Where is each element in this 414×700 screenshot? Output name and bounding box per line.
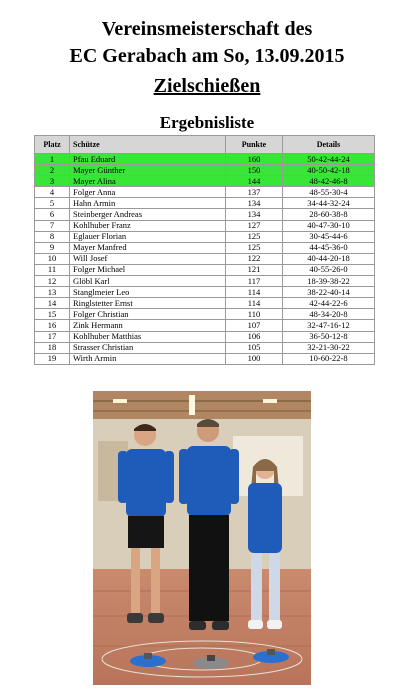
table-row (35, 309, 375, 320)
platz-cell: 2 (35, 165, 70, 176)
punkte-cell: 114 (226, 298, 283, 309)
platz-cell: 8 (35, 231, 70, 242)
details-cell: 36-50-12-8 (283, 331, 375, 342)
punkte-cell: 125 (226, 242, 283, 253)
table-row (35, 176, 375, 187)
results-body (35, 154, 375, 365)
team-photo (93, 391, 311, 685)
platz-cell: 9 (35, 242, 70, 253)
results-table (34, 135, 375, 365)
schuetze-cell: Ringlstetter Ernst (70, 298, 226, 309)
details-cell: 44-45-36-0 (283, 242, 375, 253)
punkte-cell: 107 (226, 320, 283, 331)
details-cell: 48-42-46-8 (283, 176, 375, 187)
column-header-schuetze: Schütze (70, 136, 226, 154)
details-cell: 50-42-44-24 (283, 154, 375, 165)
table-row (35, 276, 375, 287)
platz-cell: 3 (35, 176, 70, 187)
table-row (35, 154, 375, 165)
table-row (35, 253, 375, 264)
table-row (35, 342, 375, 353)
schuetze-cell: Mayer Manfred (70, 242, 226, 253)
punkte-cell: 122 (226, 253, 283, 264)
column-header-punkte: Punkte (226, 136, 283, 154)
table-row (35, 320, 375, 331)
schuetze-cell: Glöbl Karl (70, 276, 226, 287)
details-cell: 32-47-16-12 (283, 320, 375, 331)
table-row (35, 298, 375, 309)
punkte-cell: 134 (226, 209, 283, 220)
platz-cell: 17 (35, 331, 70, 342)
punkte-cell: 137 (226, 187, 283, 198)
platz-cell: 18 (35, 342, 70, 353)
punkte-cell: 110 (226, 309, 283, 320)
schuetze-cell: Folger Anna (70, 187, 226, 198)
details-cell: 28-60-38-8 (283, 209, 375, 220)
table-row (35, 264, 375, 275)
details-cell: 30-45-44-6 (283, 231, 375, 242)
punkte-cell: 144 (226, 176, 283, 187)
title-line-2: EC Gerabach am So, 13.09.2015 (69, 45, 345, 67)
title-line-1: Vereinsmeisterschaft des (101, 18, 313, 40)
table-header-row (35, 136, 375, 154)
schuetze-cell: Mayer Alina (70, 176, 226, 187)
schuetze-cell: Kohlhuber Franz (70, 220, 226, 231)
punkte-cell: 114 (226, 287, 283, 298)
punkte-cell: 121 (226, 264, 283, 275)
schuetze-cell: Kohlhuber Matthias (70, 331, 226, 342)
table-row (35, 353, 375, 364)
schuetze-cell: Strasser Christian (70, 342, 226, 353)
table-row (35, 331, 375, 342)
punkte-cell: 117 (226, 276, 283, 287)
title-line-3: Zielschießen (153, 75, 261, 97)
details-cell: 40-47-30-10 (283, 220, 375, 231)
platz-cell: 12 (35, 276, 70, 287)
details-cell: 34-44-32-24 (283, 198, 375, 209)
platz-cell: 1 (35, 154, 70, 165)
details-cell: 38-22-40-14 (283, 287, 375, 298)
details-cell: 42-44-22-6 (283, 298, 375, 309)
results-heading: Ergebnisliste (159, 113, 255, 132)
punkte-cell: 160 (226, 154, 283, 165)
details-cell: 32-21-30-22 (283, 342, 375, 353)
platz-cell: 19 (35, 353, 70, 364)
platz-cell: 6 (35, 209, 70, 220)
details-cell: 48-34-20-8 (283, 309, 375, 320)
table-row (35, 220, 375, 231)
schuetze-cell: Folger Michael (70, 264, 226, 275)
details-cell: 10-60-22-8 (283, 353, 375, 364)
schuetze-cell: Zink Hermann (70, 320, 226, 331)
table-row (35, 165, 375, 176)
platz-cell: 7 (35, 220, 70, 231)
punkte-cell: 105 (226, 342, 283, 353)
punkte-cell: 100 (226, 353, 283, 364)
schuetze-cell: Stanglmeier Leo (70, 287, 226, 298)
table-row (35, 198, 375, 209)
schuetze-cell: Will Josef (70, 253, 226, 264)
platz-cell: 4 (35, 187, 70, 198)
punkte-cell: 127 (226, 220, 283, 231)
platz-cell: 15 (35, 309, 70, 320)
details-cell: 40-55-26-0 (283, 264, 375, 275)
platz-cell: 16 (35, 320, 70, 331)
table-row (35, 242, 375, 253)
schuetze-cell: Wirth Armin (70, 353, 226, 364)
platz-cell: 13 (35, 287, 70, 298)
team-photo-image (93, 391, 311, 685)
punkte-cell: 134 (226, 198, 283, 209)
details-cell: 18-39-38-22 (283, 276, 375, 287)
schuetze-cell: Hahn Armin (70, 198, 226, 209)
table-row (35, 287, 375, 298)
schuetze-cell: Eglauer Florian (70, 231, 226, 242)
column-header-details: Details (283, 136, 375, 154)
table-row (35, 231, 375, 242)
platz-cell: 14 (35, 298, 70, 309)
schuetze-cell: Pfau Eduard (70, 154, 226, 165)
details-cell: 48-55-30-4 (283, 187, 375, 198)
punkte-cell: 150 (226, 165, 283, 176)
punkte-cell: 125 (226, 231, 283, 242)
schuetze-cell: Mayer Günther (70, 165, 226, 176)
table-row (35, 209, 375, 220)
schuetze-cell: Steinberger Andreas (70, 209, 226, 220)
punkte-cell: 106 (226, 331, 283, 342)
details-cell: 40-44-20-18 (283, 253, 375, 264)
table-row (35, 187, 375, 198)
platz-cell: 10 (35, 253, 70, 264)
details-cell: 40-50-42-18 (283, 165, 375, 176)
platz-cell: 5 (35, 198, 70, 209)
schuetze-cell: Folger Christian (70, 309, 226, 320)
platz-cell: 11 (35, 264, 70, 275)
column-header-platz: Platz (35, 136, 70, 154)
